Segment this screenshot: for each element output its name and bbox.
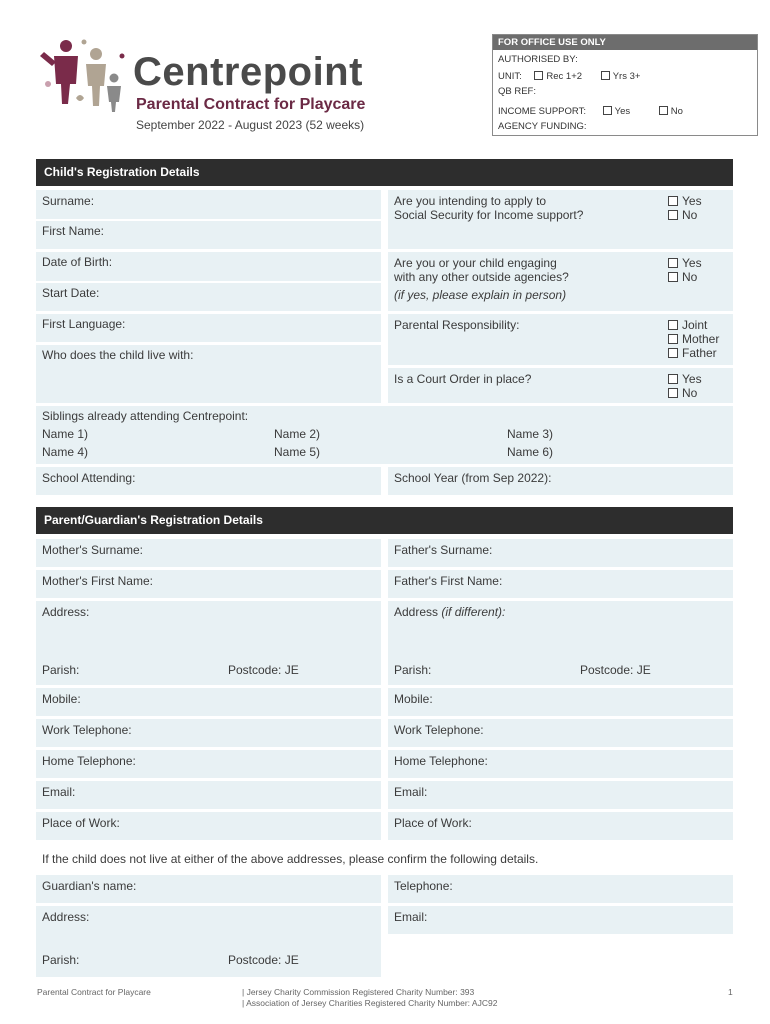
mother-surname-field[interactable]	[36, 539, 381, 567]
agency-question-line1: Are you or your child engaging	[394, 256, 557, 270]
agency-funding-label: AGENCY FUNDING:	[498, 121, 587, 132]
guardian-note: If the child does not live at either of the above addresses, please confirm the following details.	[42, 852, 539, 866]
mother-place-of-work-field[interactable]	[36, 812, 381, 840]
joint-label: Joint	[682, 318, 708, 332]
postcode-label: Postcode: JE	[228, 663, 299, 677]
father-work-tel-field[interactable]	[388, 719, 733, 747]
income-question-line1: Are you intending to apply to	[394, 194, 547, 208]
place-of-work-label: Place of Work:	[394, 816, 472, 830]
father-first-name-field[interactable]	[388, 570, 733, 598]
unit-label: UNIT:	[498, 71, 522, 82]
mother-first-name-label: Mother's First Name:	[42, 574, 153, 588]
footer-charity-line1: | Jersey Charity Commission Registered Charity Number: 393	[242, 987, 475, 997]
income-support-label: INCOME SUPPORT:	[498, 106, 586, 117]
parent-section-heading: Parent/Guardian's Registration Details	[36, 507, 733, 534]
school-year-cell[interactable]	[388, 467, 733, 495]
court-order-label: Is a Court Order in place?	[394, 372, 532, 386]
guardian-telephone-label: Telephone:	[394, 879, 453, 893]
father-surname-field[interactable]	[388, 539, 733, 567]
court-order-cell	[388, 368, 733, 403]
address-different-prefix: Address	[394, 605, 442, 619]
lives-with-label: Who does the child live with:	[42, 348, 194, 362]
agency-no-checkbox[interactable]	[668, 272, 678, 282]
yrs-checkbox[interactable]	[601, 71, 610, 80]
siblings-label: Siblings already attending Centrepoint:	[42, 409, 249, 423]
father-place-of-work-field[interactable]	[388, 812, 733, 840]
parish-label: Parish:	[394, 663, 432, 677]
joint-checkbox[interactable]	[668, 320, 678, 330]
sibling-name-2: Name 2)	[274, 427, 321, 441]
income-support-row	[498, 106, 683, 117]
office-use-heading: FOR OFFICE USE ONLY	[493, 35, 757, 50]
home-telephone-label: Home Telephone:	[394, 754, 488, 768]
work-telephone-label: Work Telephone:	[394, 723, 484, 737]
agency-yes-label: Yes	[682, 256, 702, 270]
income-no-label: No	[682, 208, 698, 222]
father-mobile-field[interactable]	[388, 688, 733, 716]
authorised-by-label: AUTHORISED BY:	[498, 54, 578, 65]
mother-work-tel-field[interactable]	[36, 719, 381, 747]
brand-name: Centrepoint	[133, 50, 363, 94]
mother-checkbox[interactable]	[668, 334, 678, 344]
sibling-name-4: Name 4)	[42, 445, 89, 459]
agency-no-label: No	[682, 270, 698, 284]
mother-home-tel-field[interactable]	[36, 750, 381, 778]
income-yes-checkbox[interactable]	[668, 196, 678, 206]
father-home-tel-field[interactable]	[388, 750, 733, 778]
mother-mobile-field[interactable]	[36, 688, 381, 716]
guardian-name-label: Guardian's name:	[42, 879, 137, 893]
first-language-label: First Language:	[42, 317, 126, 331]
guardian-email-label: Email:	[394, 910, 428, 924]
income-question-line2: Social Security for Income support?	[394, 208, 584, 222]
mobile-label: Mobile:	[394, 692, 433, 706]
rec-label: Rec 1+2	[546, 71, 583, 82]
court-yes-checkbox[interactable]	[668, 374, 678, 384]
agency-question-note: (if yes, please explain in person)	[394, 288, 567, 302]
qb-ref-label: QB REF:	[498, 86, 537, 97]
document-title: Parental Contract for Playcare	[136, 96, 366, 113]
home-telephone-label: Home Telephone:	[42, 754, 136, 768]
address-label: Address:	[42, 605, 90, 619]
mother-label: Mother	[682, 332, 720, 346]
email-label: Email:	[42, 785, 76, 799]
email-label: Email:	[394, 785, 428, 799]
work-telephone-label: Work Telephone:	[42, 723, 132, 737]
guardian-address-label: Address:	[42, 910, 90, 924]
first-language-cell[interactable]	[36, 314, 381, 342]
postcode-label: Postcode: JE	[580, 663, 651, 677]
divider	[36, 281, 381, 283]
parish-label: Parish:	[42, 663, 80, 677]
footer-charity-line2: | Association of Jersey Charities Registered Charity Number: AJC92	[242, 998, 498, 1008]
agency-question-cell	[388, 252, 733, 311]
address-different-note: (if different):	[441, 605, 506, 619]
school-cell[interactable]	[36, 467, 381, 495]
lives-with-cell[interactable]	[36, 345, 381, 403]
income-support-yes-label: Yes	[614, 106, 631, 117]
father-checkbox[interactable]	[668, 348, 678, 358]
child-section-heading: Child's Registration Details	[36, 159, 733, 186]
sibling-name-6: Name 6)	[507, 445, 554, 459]
court-no-checkbox[interactable]	[668, 388, 678, 398]
address-different-label	[394, 605, 505, 619]
parental-responsibility-label: Parental Responsibility:	[394, 318, 520, 332]
siblings-cell[interactable]	[36, 406, 733, 464]
income-yes-label: Yes	[682, 194, 702, 208]
father-label: Father	[682, 346, 717, 360]
father-address-field[interactable]	[388, 601, 733, 685]
logo-figures	[36, 34, 128, 114]
school-year-label: School Year (from Sep 2022):	[394, 471, 552, 485]
agency-yes-checkbox[interactable]	[668, 258, 678, 268]
income-support-no-label: No	[670, 106, 683, 117]
father-first-name-label: Father's First Name:	[394, 574, 503, 588]
guardian-address-field[interactable]	[36, 906, 381, 977]
guardian-telephone-field[interactable]	[388, 875, 733, 903]
income-support-question-cell	[388, 190, 733, 249]
mobile-label: Mobile:	[42, 692, 81, 706]
sibling-name-3: Name 3)	[507, 427, 554, 441]
place-of-work-label: Place of Work:	[42, 816, 120, 830]
rec-checkbox[interactable]	[534, 71, 543, 80]
surname-label: Surname:	[42, 194, 95, 208]
agency-question-line2: with any other outside agencies?	[394, 270, 569, 284]
page-number: 1	[728, 987, 733, 997]
parental-responsibility-cell	[388, 314, 733, 365]
guardian-parish-label: Parish:	[42, 953, 80, 967]
guardian-postcode-label: Postcode: JE	[228, 953, 299, 967]
sibling-name-1: Name 1)	[42, 427, 89, 441]
income-support-no-checkbox[interactable]	[659, 106, 668, 115]
income-support-yes-checkbox[interactable]	[603, 106, 612, 115]
father-email-field[interactable]	[388, 781, 733, 809]
footer-title: Parental Contract for Playcare	[37, 987, 151, 997]
income-no-checkbox[interactable]	[668, 210, 678, 220]
first-name-label: First Name:	[42, 224, 105, 238]
office-use-box	[492, 34, 758, 136]
school-label: School Attending:	[42, 471, 136, 485]
court-no-label: No	[682, 386, 698, 400]
unit-row	[498, 71, 640, 82]
court-yes-label: Yes	[682, 372, 702, 386]
mother-first-name-field[interactable]	[36, 570, 381, 598]
mother-email-field[interactable]	[36, 781, 381, 809]
yrs-label: Yrs 3+	[612, 71, 641, 82]
dob-label: Date of Birth:	[42, 255, 113, 269]
contract-period: September 2022 - August 2023 (52 weeks)	[136, 118, 365, 132]
guardian-name-field[interactable]	[36, 875, 381, 903]
mother-surname-label: Mother's Surname:	[42, 543, 143, 557]
father-surname-label: Father's Surname:	[394, 543, 493, 557]
divider	[36, 219, 381, 221]
mother-address-field[interactable]	[36, 601, 381, 685]
start-date-label: Start Date:	[42, 286, 100, 300]
sibling-name-5: Name 5)	[274, 445, 321, 459]
guardian-email-field[interactable]	[388, 906, 733, 934]
